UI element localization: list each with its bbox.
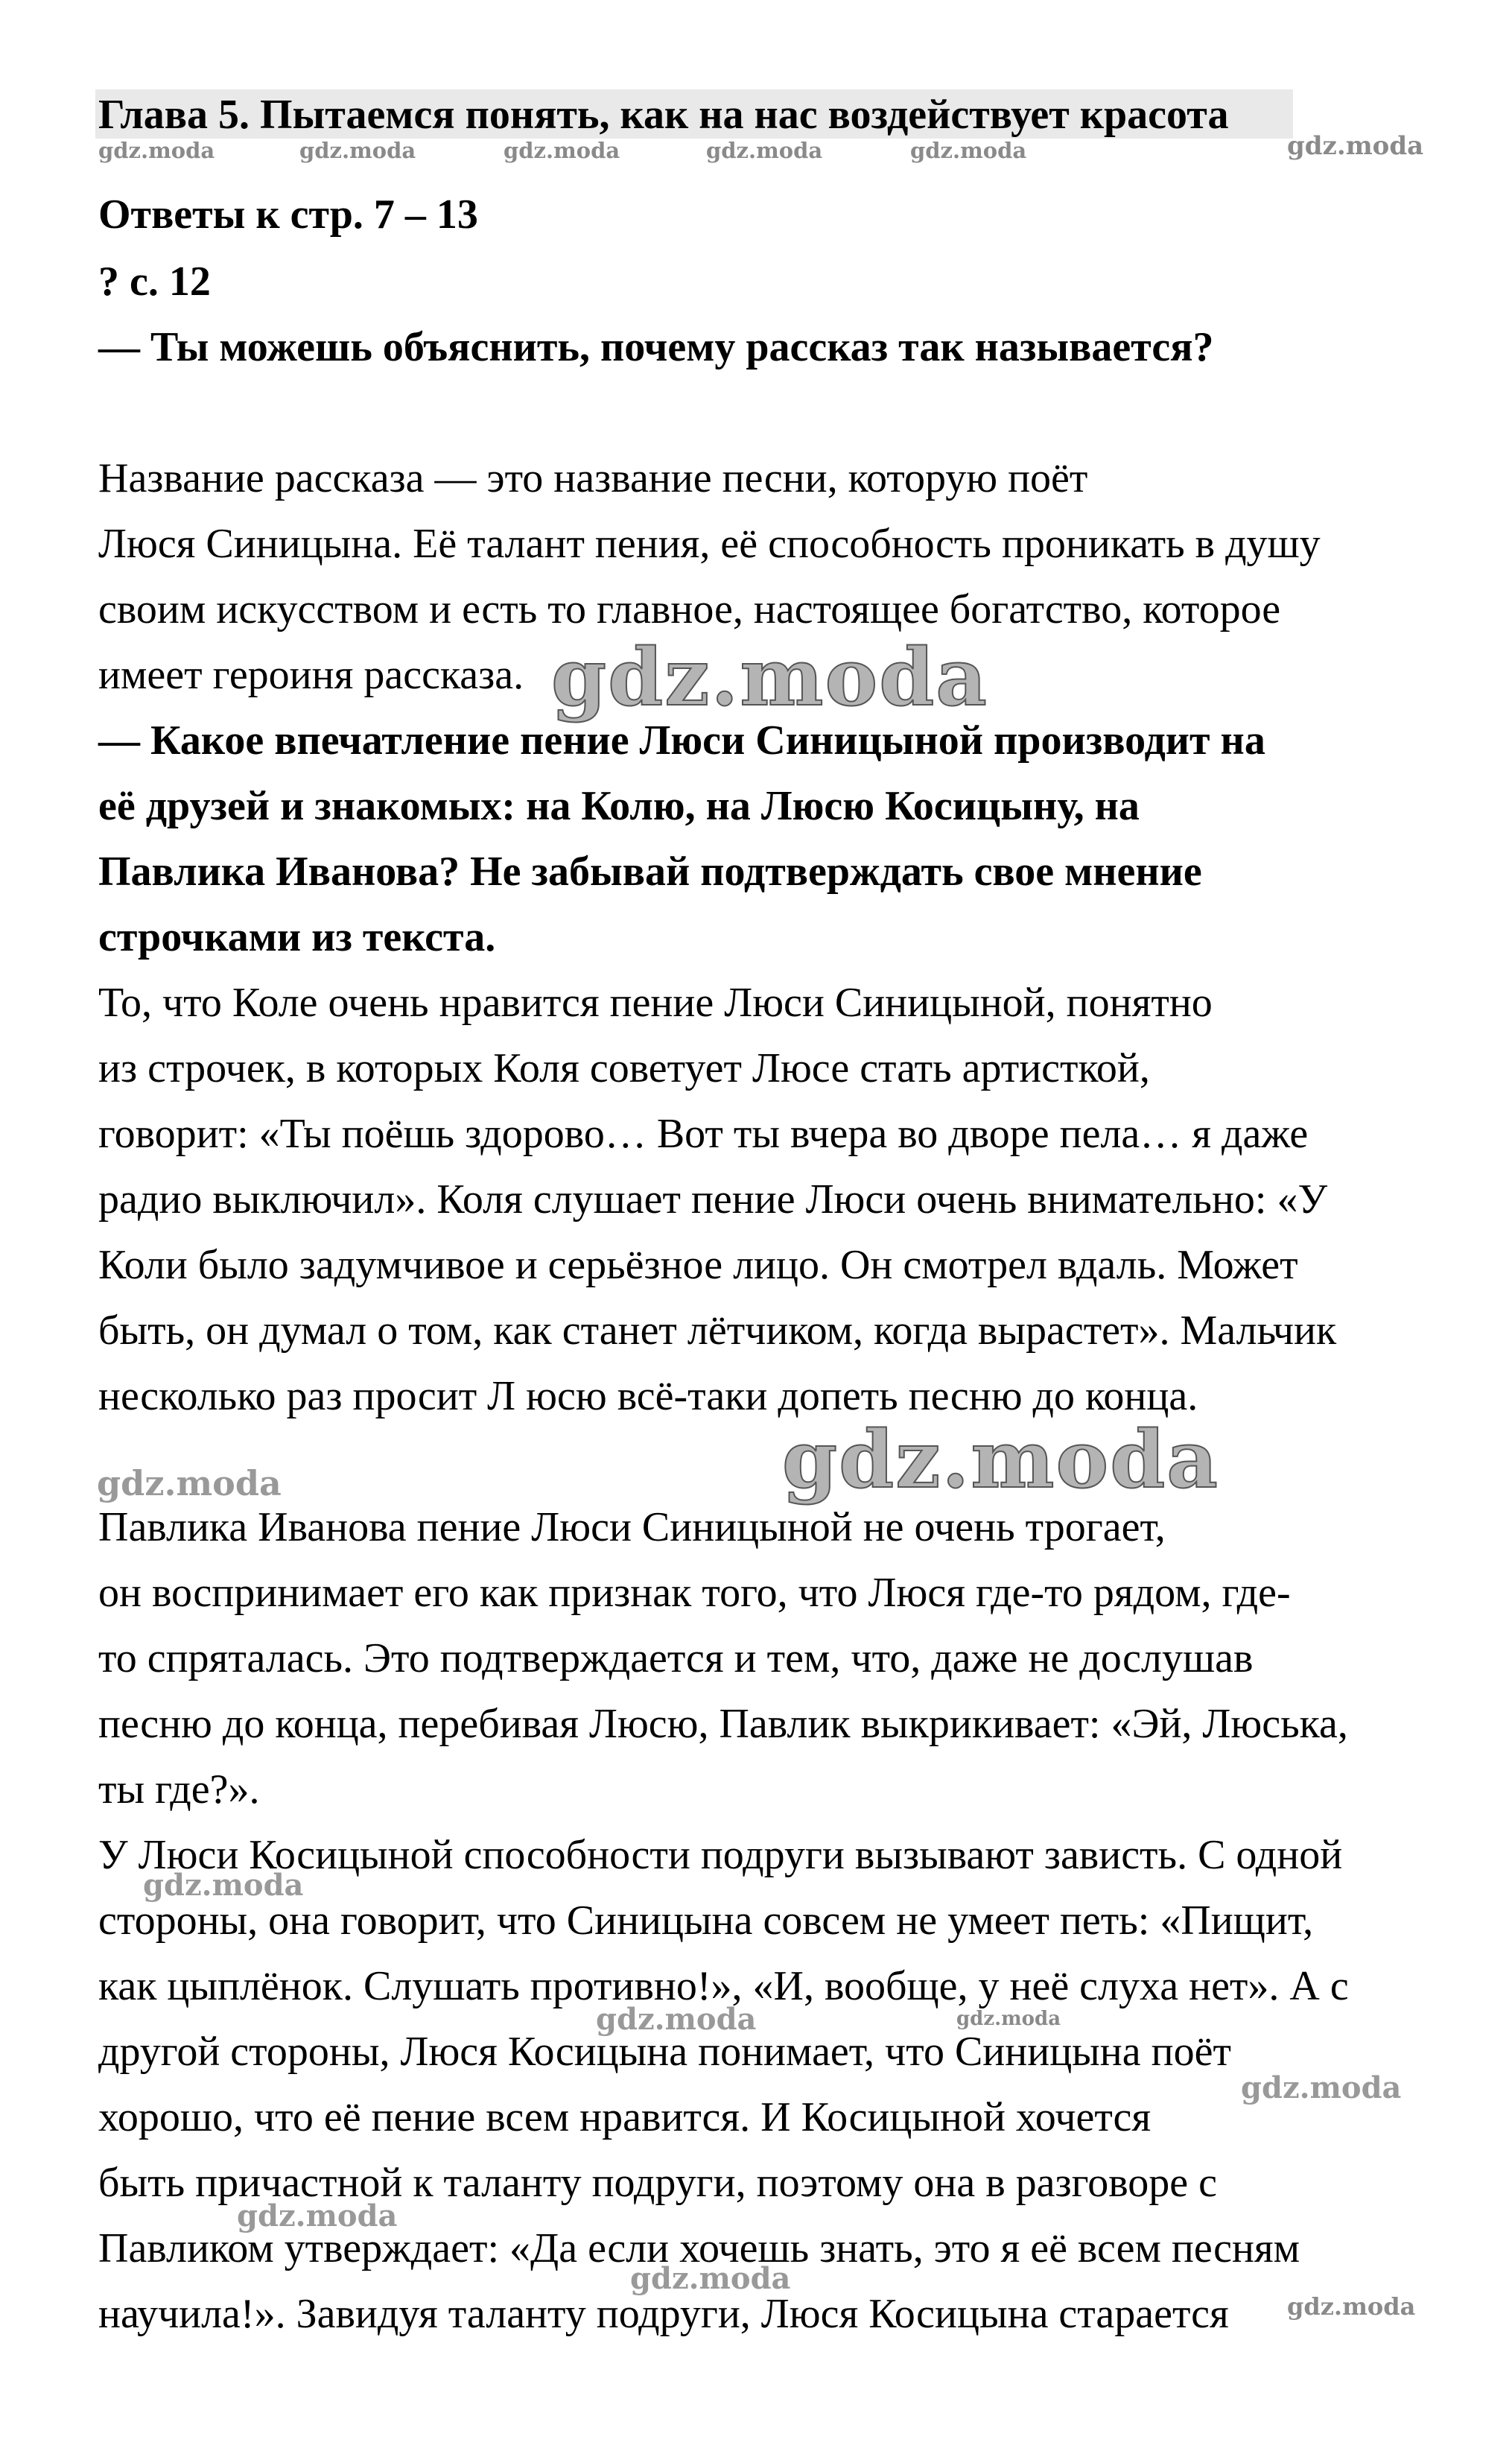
watermark: gdz.moda: [98, 138, 215, 163]
answer-line: научила!». Завидуя таланту подруги, Люся Косицына старается: [98, 2291, 1229, 2337]
answer-line: песню до конца, перебивая Люсю, Павлик выкрикивает: «Эй, Люська,: [98, 1701, 1348, 1747]
watermark: gdz.moda: [1241, 2070, 1402, 2105]
answer-line: говорит: «Ты поёшь здорово… Вот ты вчера во дворе пела… я даже: [98, 1111, 1309, 1157]
answer-line: своим искусством и есть то главное, настоящее богатство, которое: [98, 586, 1281, 632]
answer-line: стороны, она говорит, что Синицына совсем не умеет петь: «Пищит,: [98, 1897, 1314, 1944]
watermark: gdz.moda: [504, 138, 620, 163]
answer-line: другой стороны, Люся Косицына понимает, что Синицына поёт: [98, 2029, 1231, 2075]
watermark: gdz.moda: [143, 1868, 304, 1903]
answer-line: У Люси Косицыной способности подруги вызывают зависть. С одной: [98, 1832, 1343, 1878]
question-line: строчками из текста.: [98, 914, 496, 960]
answer-line: Павликом утверждает: «Да если хочешь знать, это я её всем песням: [98, 2225, 1300, 2271]
answer-line: ты где?».: [98, 1766, 260, 1813]
watermark: gdz.moda: [237, 2198, 398, 2233]
answer-line: радио выключил». Коля слушает пение Люси очень внимательно: «У: [98, 1176, 1328, 1223]
answer-line: то спряталась. Это подтверждается и тем, что, даже не дослушав: [98, 1635, 1254, 1681]
watermark: gdz.moda: [782, 1413, 1219, 1506]
answer-line: несколько раз просит Л юсю всё-таки допеть песню до конца.: [98, 1373, 1198, 1419]
question-line: её друзей и знакомых: на Колю, на Люсю Косицыну, на: [98, 783, 1140, 829]
watermark: gdz.moda: [1287, 2292, 1416, 2321]
answer-line: хорошо, что её пение всем нравится. И Косицыной хочется: [98, 2094, 1152, 2140]
answer-line: имеет героиня рассказа.: [98, 652, 524, 698]
answer-line: он воспринимает его как признак того, что Люся где-то рядом, где-: [98, 1570, 1291, 1616]
answer-line: Люся Синицына. Её талант пения, её способность проникать в душу: [98, 521, 1321, 567]
question-line: Павлика Иванова? Не забывай подтверждать свое мнение: [98, 849, 1202, 895]
answer-line: быть, он думал о том, как станет лётчиком, когда вырастет». Мальчик: [98, 1307, 1337, 1354]
watermark: gdz.moda: [97, 1463, 282, 1503]
answer-line: как цыплёнок. Слушать противно!», «И, вообще, у неё слуха нет». А с: [98, 1963, 1349, 2009]
question-line: — Какое впечатление пение Люси Синицыной производит на: [98, 717, 1265, 764]
answer-line: Название рассказа — это название песни, которую поёт: [98, 455, 1088, 501]
watermark: gdz.moda: [630, 2261, 791, 2296]
watermark: gdz.moda: [596, 2002, 757, 2037]
watermark: gdz.moda: [956, 2008, 1061, 2030]
answer-line: Павлика Иванова пение Люси Синицыной не очень трогает,: [98, 1504, 1166, 1550]
answer-line: быть причастной к таланту подруги, поэтому она в разговоре с: [98, 2160, 1217, 2206]
page-reference: ? с. 12: [98, 259, 211, 305]
watermark: gdz.moda: [551, 630, 988, 723]
answer-line: из строчек, в которых Коля советует Люсе стать артисткой,: [98, 1045, 1150, 1091]
answer-line: То, что Коле очень нравится пение Люси Синицыной, понятно: [98, 980, 1213, 1026]
answers-heading: Ответы к стр. 7 – 13: [98, 191, 478, 238]
question-line: — Ты можешь объяснить, почему рассказ так называется?: [98, 324, 1214, 370]
answer-line: Коли было задумчивое и серьёзное лицо. Он смотрел вдаль. Может: [98, 1242, 1298, 1288]
watermark: gdz.moda: [910, 138, 1027, 163]
watermark: gdz.moda: [299, 138, 416, 163]
chapter-title: Глава 5. Пытаемся понять, как на нас воздействует красота: [98, 92, 1229, 138]
watermark: gdz.moda: [706, 138, 823, 163]
watermark: gdz.moda: [1287, 131, 1424, 161]
